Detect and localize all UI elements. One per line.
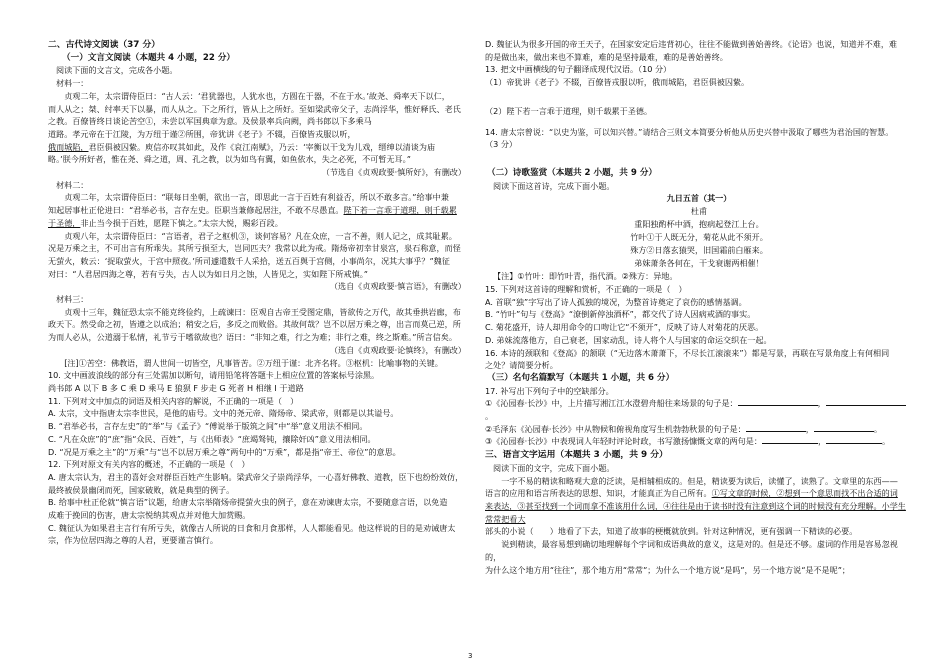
option: B. “竹叶”句与《登高》“潦倒新停浊酒杯”，都交代了诗人因病戒酒的事实。	[485, 309, 756, 320]
option: D. 魏征认为很多开国的帝王天子，在国家安定后违背初心，往往不能做到善始善终。《论语》也说，知道并不难，难	[485, 39, 898, 49]
question-14: 14. 唐太宗曾说：“以史为鉴，可以知兴替。”请结合三则文本简要分析他从历史兴替中汲取了哪些为君治国的智慧。	[485, 126, 894, 137]
poem-author: 杜甫	[690, 206, 708, 217]
poem-line: 重阳独酌杯中酒，抱病起登江上台。	[634, 219, 764, 230]
subsection-title: （二）诗歌鉴赏（本题共 2 小题，共 9 分）	[487, 167, 658, 178]
fill-item: ②毛泽东《沁园春·长沙》中从物候和俯视角度写生机勃勃秋景的句子是： ， 。	[485, 423, 882, 434]
section-title: 三、语言文字运用（本题共 3 小题，共 9 分）	[485, 450, 668, 461]
material-label: 材料二：	[56, 179, 89, 190]
question-16: 16. 本诗的颈联和《登高》的颔联（“无边落木萧萧下，不尽长江滚滚来”）都是写景，再联在写景角度上有何相同	[485, 347, 890, 358]
material-label: 材料一：	[56, 78, 89, 89]
option: B. 给事中杜正伦就“慎言语”议题，给唐太宗举隋炀帝提萤火虫的例子，意在劝谏唐太宗，不要随意言语，以免造	[48, 497, 448, 508]
question-11: 11. 下列对文中加点的词语及相关内容的解说，不正确的一项是（ ）	[48, 395, 299, 406]
option: 成难于挽回的伤害，唐太宗悦纳其观点并对他大加赏赐。	[48, 510, 251, 521]
page-number: 3	[468, 652, 473, 660]
reading-passage: 一字不易的精读和略观大意的泛读，是相辅相成的。但是，精读要为读后，读懂了，读熟了。文章里的东西—— 语言的应用和语言所表达的思想、知识，才能真正为自己所有。①写文章的时候，②想到一个意思而找不出合适的词 来表达，③甚至找到一个词而拿不准该用什么词，④往往是由于读书时没有注意到这个词的时候没有充分理解。小学生常常把看大 部头的小说（ ）地看了下去，知道了故事的梗概就放到。针对这种情况，更有强调一下精读的必要。 说到精读，最容易想到确切地理解每个字词和成语典故的意义，这是对的。但是还不够。虚词的作用是容易忽视的， 为什么这个地方用“往往”，那个地方用“常常”；为什么一个地方说“是吗”，另一个地方说“是不是呢”；	[485, 475, 906, 575]
question-12: 12. 下列对原文有关内容的概述，不正确的一项是（ ）	[48, 459, 250, 470]
instruction: 阅读下面这首诗，完成下面小题。	[493, 180, 615, 191]
material-label: 材料三：	[56, 294, 89, 305]
source-note: （选自《贞观政要·慎言语》，有删改）	[329, 281, 466, 292]
option: 的是做出来，做出来也不算难，难的是坚持最难，难的是善始善终。	[485, 51, 728, 62]
option: 宗，作为位居四海之尊的人君，更要谨言慎行。	[48, 535, 218, 546]
answer-blank[interactable]	[826, 435, 882, 444]
source-note: （选自《贞观政要·论慎终》，有删改）	[329, 344, 466, 355]
poem-title: 九日五首（其一）	[666, 193, 732, 204]
subsection-title: （三）名句名篇默写（本题共 1 小题，共 6 分）	[487, 372, 675, 383]
answer-blank[interactable]	[746, 423, 806, 432]
subsection-title: （一）文言文阅读（本题共 4 小题，22 分）	[62, 52, 236, 63]
answer-blank[interactable]	[826, 397, 906, 406]
option: 最终被侯景幽闭而死，国家破败，就是典型的例子。	[48, 484, 235, 495]
annotation-notes: [注]①苦空：佛教语，谓人世间一切皆空，凡事皆苦。②万纽于谨：北齐名将。③枢机：比喻事物的关键。	[64, 357, 443, 368]
option: B. “君举必书，言存左史”的“举”与《孟子》“傅说举于版筑之间”中“举”意义用法不相同。	[48, 421, 368, 432]
question-17: 17. 补写出下列句子中的空缺部分。	[485, 385, 614, 396]
question-13-item: （2）陛下若一言乖于道理，则千载累于圣德。	[485, 105, 653, 116]
option: A. 首联“独”字写出了诗人孤独的境况，为整首诗奠定了哀伤的感情基调。	[485, 296, 747, 307]
poem-line: 竹叶①于人既无分，菊花从此不须开。	[630, 232, 768, 243]
question-13: 13. 把文中画横线的句子翻译成现代汉语。（10 分）	[485, 64, 672, 75]
left-column	[48, 38, 468, 547]
question-10: 10. 文中画波浪线的部分有三处需加以断句，请用铅笔将答题卡上相应位置的答案标号涂黑。	[48, 370, 380, 381]
material-one: 贞观二年，太宗谓侍臣曰：“古人云：‘君犹器也，人犹水也，方圆在于器，不在于水。’故尧、舜率天下以仁， 而人从之；桀、纣率天下以暴，而人从之。下之所行，皆从上之所好。至如梁武帝父子，志尚浮华，惟好释氏、老氏 之教。百僚皆终日谈论苦空①，未尝以军国典章为意。及侯景率兵向阙，尚书郎以下多乘马 道路。孝元帝在于江陵，为万纽于谨②所围，帝犹讲《老子》不辍，百僚皆戎服以听， 俄而城陷，君臣俱被囚絷。庾信亦叹其如此，及作《哀江南赋》，乃云：‘宰衡以干戈为儿戏，缙绅以清谈为庙 略。’朕今所好者，惟在尧、舜之道，周、孔之教，以为如鸟有翼，如鱼依水，失之必死，不可暂无耳。”	[48, 90, 461, 165]
question-15: 15. 下列对这首诗的理解和赏析，不正确的一项是（ ）	[485, 284, 687, 295]
question-16-cont: 之处？请简要分析。	[485, 360, 558, 371]
poem-line: 殊方②日落玄猿哭，旧国霜前白雁来。	[630, 245, 768, 256]
option: D. 弟妹流落他方，自己衰老，国家动乱，诗人将个人与国家的命运交织在一起。	[485, 334, 772, 345]
option: D. “况是万乘之主”的“万乘”与“岂不以居万乘之尊”两句中的“万乘”，都是指“帝王、帝位”的意思。	[48, 446, 401, 457]
option: C. 魏征认为如果君主言行有所亏失，就像古人所说的日食和月食那样，人人都能看见。他这样说的目的是劝诫唐太	[48, 522, 456, 533]
material-three: 贞观十三年，魏征恐太宗不能克终俭约，上疏谏曰：臣观自古帝王受图定鼎，皆欲传之万代，故其垂拱岩廊，布 政天下。然受命之初，皆遵之以成治；稍安之后，多反之而败俗。其故何哉？岂不以居万乘之尊，出言而莫己逆，所 为而人必从，公道溺于私情，礼节亏于嗜欲故也？语曰：“非知之难，行之为难；非行之难，终之斯难。”所言信矣。	[48, 306, 461, 343]
fill-item: ③《沁园春·长沙》中表现词人年轻时评论时政，书写激扬慷慨文章的两句是： ， 。	[485, 436, 891, 447]
right-column	[485, 38, 913, 576]
poem	[485, 192, 913, 270]
poem-note: 【注】①竹叶：即竹叶青，指代酒。②殊方：异地。	[493, 271, 678, 282]
option: C. “凡在众庶”的“庶”指“众民、百姓”，与《出师表》“庶竭驽钝，攘除奸凶”意义用法相同。	[48, 433, 376, 444]
instruction: 阅读下面的文言文，完成各小题。	[56, 65, 178, 76]
question-13-item: （1）帝犹讲《老子》不辍，百僚皆戎服以听，俄而城陷，君臣俱被囚絷。	[485, 77, 750, 88]
answer-blank[interactable]	[738, 397, 818, 406]
material-two: 贞观二年，太宗谓侍臣曰：“联每日坐朝，欲出一言，即思此一言于百姓有利益否，所以不敢多言。”给事中兼 知起居事杜正伦进曰：“君举必书，言存左史。臣职当兼修起居注，不敢不尽愚直。陛下若一言乖于道理，则千载累 于圣德，非止当今损于百姓，愿陛下慎之。”太宗大悦，赐彩百段。 贞观八年，太宗谓侍臣曰：“言语者，君子之枢机③，谈何容易？凡在众庶，一言不善，则人记之，成其耻累。 况是万乘之主，不可出言有所乖失。其所亏损至大，岂同匹夫？我常以此为戒。隋炀帝初幸甘泉宫，泉石称意，而怪 无萤火，敕云：‘捉取萤火，于宫中照夜。’所司遽遣数千人采拾，送五百舆于宫侧，小事尚尔，况其大事乎？”魏征 对曰：“人君居四海之尊，若有亏失，古人以为如日月之蚀，人皆见之，实如陛下所戒慎。”	[48, 192, 461, 279]
instruction: 阅读下面的文字，完成下面小题。	[493, 462, 615, 473]
question-10-line: 尚书郎 A 以下 B 多 C 乘 D 乘马 E 狼狈 F 步走 G 死者 H 相继 I 于道路	[48, 382, 304, 393]
question-14-score: （3 分）	[485, 139, 518, 150]
fill-item: ①《沁园春·长沙》中，上片描写湘江江水澄碧舟船往来场景的句子是： ，。	[485, 397, 913, 422]
section-title: 二、古代诗文阅读（37 分）	[48, 40, 161, 50]
option: A. 唐太宗认为，君主的喜好会对群臣百姓产生影响。梁武帝父子崇尚浮华，一心喜好佛教、道教，臣下也纷纷效仿，	[48, 471, 464, 482]
option: A. 太宗，文中指唐太宗李世民，是他的庙号。文中的尧元帝、隋炀帝、梁武帝，则都是以其谥号。	[48, 408, 399, 419]
option: C. 菊花盛开，诗人却用命令的口吻让它“不须开”，反映了诗人对菊花的厌恶。	[485, 322, 764, 333]
source-note: （节选自《贞观政要·慎所好》，有删改）	[321, 167, 466, 178]
answer-blank[interactable]	[814, 423, 874, 432]
poem-line: 弟妹萧条各何在，干戈衰谢两相催！	[634, 258, 764, 269]
answer-blank[interactable]	[762, 435, 818, 444]
